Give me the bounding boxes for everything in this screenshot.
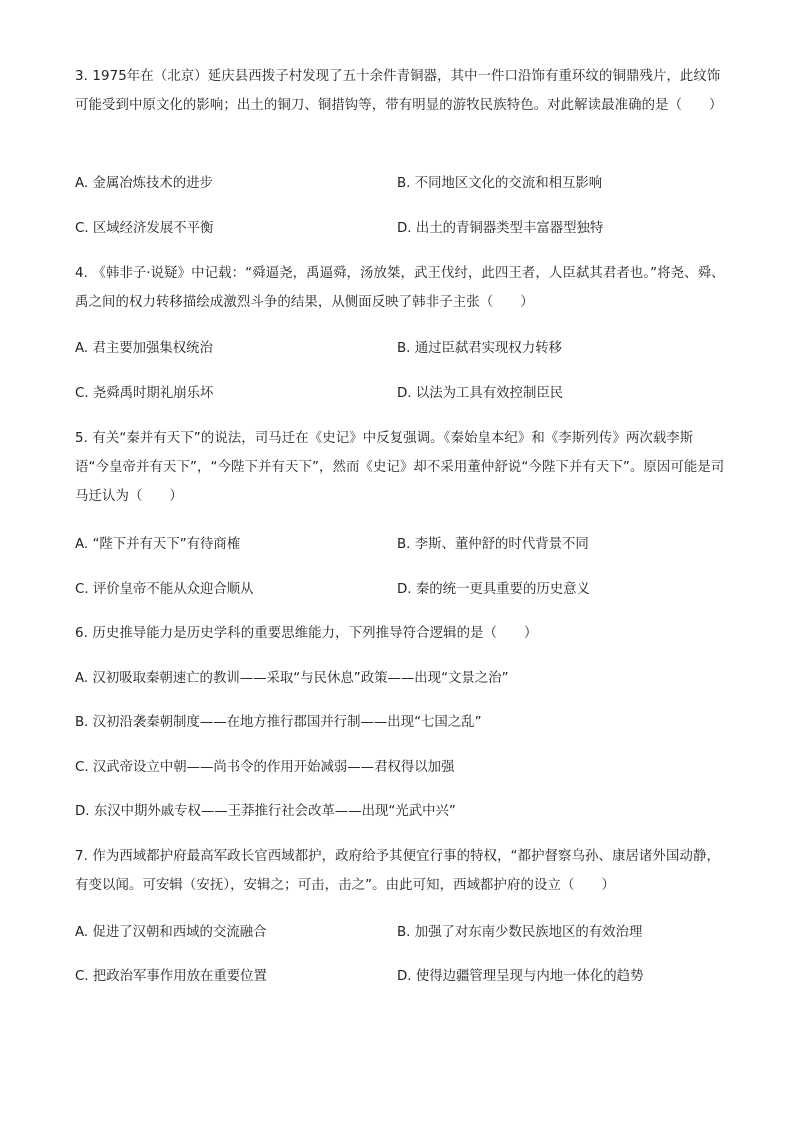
question-3-option-b[interactable]: B. 不同地区文化的交流和相互影响 [397,176,603,191]
question-3-option-c[interactable]: C. 区域经济发展不平衡 [75,221,214,236]
question-5-stem: 5. 有关“秦并有天下”的说法，司马迁在《史记》中反复强调。《秦始皇本纪》和《李斯列传》两次载李斯语“今皇帝并有天下”，“今陛下并有天下”，然而《史记》却不采用董仲舒说“今陛下并有天下”。原因可能是司马迁认为（ ） [75,431,725,504]
question-4-option-d[interactable]: D. 以法为工具有效控制臣民 [397,386,564,401]
question-4-option-b[interactable]: B. 通过臣弑君实现权力转移 [397,341,562,356]
question-7-stem: 7. 作为西域都护府最高军政长官西域都护，政府给予其便宜行事的特权，“都护督察乌孙、康居诸外国动静，有变以闻。可安辑（安抚），安辑之；可击，击之”。由此可知，西域都护府的设立（ ） [75,849,720,893]
question-7-option-c[interactable]: C. 把政治军事作用放在重要位置 [75,969,267,984]
question-5-option-b[interactable]: B. 李斯、董仲舒的时代背景不同 [397,537,589,552]
question-3-stem: 3. 1975年在（北京）延庆县西拨子村发现了五十余件青铜器，其中一件口沿饰有重环纹的铜鼎残片，此纹饰可能受到中原文化的影响；出土的铜刀、铜措钩等，带有明显的游牧民族特色。对此解读最准确的是（ ） [75,69,723,113]
question-6-option-b[interactable]: B. 汉初沿袭秦朝制度——在地方推行郡国并行制——出现“七国之乱” [75,715,482,730]
question-7-option-b[interactable]: B. 加强了对东南少数民族地区的有效治理 [397,925,643,940]
question-3-option-d[interactable]: D. 出土的青铜器类型丰富器型独特 [397,221,604,236]
question-6-option-c[interactable]: C. 汉武帝设立中朝——尚书令的作用开始减弱——君权得以加强 [75,760,455,775]
question-7-option-a[interactable]: A. 促进了汉朝和西域的交流融合 [75,925,267,940]
question-4-option-c[interactable]: C. 尧舜禹时期礼崩乐坏 [75,386,214,401]
question-6-option-a[interactable]: A. 汉初吸取秦朝速亡的教训——采取“与民休息”政策——出现“文景之治” [75,671,509,686]
question-5-option-d[interactable]: D. 秦的统一更具重要的历史意义 [397,582,590,597]
question-3-option-a[interactable]: A. 金属冶炼技术的进步 [75,176,213,191]
question-4-option-a[interactable]: A. 君主要加强集权统治 [75,341,213,356]
question-6-stem: 6. 历史推导能力是历史学科的重要思维能力，下列推导符合逻辑的是（ ） [75,626,538,641]
question-5-option-a[interactable]: A. “陛下并有天下”有待商榷 [75,537,241,552]
question-5-option-c[interactable]: C. 评价皇帝不能从众迎合顺从 [75,582,254,597]
question-6-option-d[interactable]: D. 东汉中期外戚专权——王莽推行社会改革——出现“光武中兴” [75,804,456,819]
question-7-option-d[interactable]: D. 使得边疆管理呈现与内地一体化的趋势 [397,969,644,984]
question-4-stem: 4. 《韩非子·说疑》中记载：“舜逼尧，禹逼舜，汤放桀，武王伐纣，此四王者，人臣弑其君者也。”将尧、舜、禹之间的权力转移描绘成激烈斗争的结果，从侧面反映了韩非子主张（ ） [75,266,725,310]
